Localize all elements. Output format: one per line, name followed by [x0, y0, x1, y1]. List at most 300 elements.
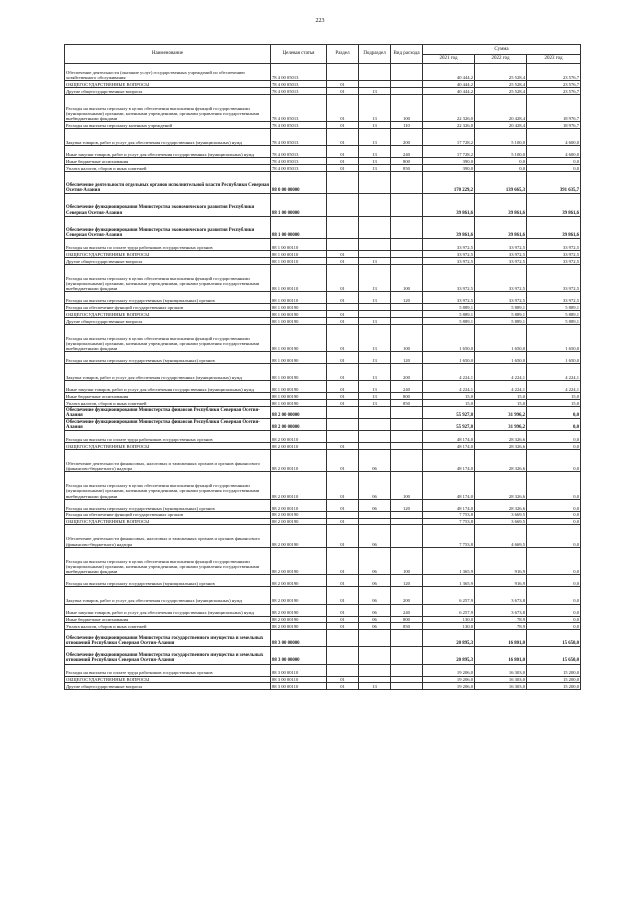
- header-sum: Сумма: [423, 45, 581, 55]
- cell-name: Расходы на выплаты по оплате труда работников государственных органов: [65, 664, 271, 676]
- table-row: [65, 257, 581, 264]
- cell-name: Расходы на выплаты персоналу в целях обеспечения выполнения функций государственными (муниципальными) органами, казенными учреждениями, органами управления государственными внебюджетными фондами: [65, 264, 271, 292]
- cell-2021: 39 861,6: [423, 216, 475, 238]
- cell-name: Расходы на выплаты персоналу государственных (муниципальных) органов: [65, 499, 271, 511]
- cell-2023: 23 576,7: [527, 81, 581, 88]
- table-row: [65, 94, 581, 122]
- cell-expense-type: [391, 311, 423, 318]
- cell-2023: 4 224,1: [527, 364, 581, 381]
- cell-target: 78 4 00 05013: [271, 158, 327, 165]
- cell-section: [327, 64, 359, 81]
- cell-section: 01: [327, 393, 359, 400]
- cell-2021: 20 895,3: [423, 630, 475, 647]
- cell-subsection: 13: [359, 94, 391, 122]
- cell-target: 88 2 00 00000: [271, 419, 327, 431]
- cell-target: 78 4 00 05013: [271, 165, 327, 172]
- cell-2021: 22 326,0: [423, 94, 475, 122]
- cell-2022: 916,9: [475, 575, 527, 587]
- cell-2023: 15,0: [527, 393, 581, 400]
- cell-2021: 22 326,0: [423, 122, 475, 129]
- cell-target: 88 1 00 00190: [271, 352, 327, 364]
- table-row: [65, 216, 581, 238]
- cell-2022: 3 669,5: [475, 518, 527, 525]
- cell-name: Обеспечение деятельности финансовых, налоговых и таможенных органов и органов финансового (финансово-бюджетного) надзора: [65, 449, 271, 471]
- cell-section: 01: [327, 518, 359, 525]
- cell-expense-type: 100: [391, 264, 423, 292]
- cell-section: 01: [327, 87, 359, 94]
- cell-2022: 28 326,6: [475, 443, 527, 450]
- cell-target: 88 2 00 00190: [271, 587, 327, 604]
- cell-2023: 391 635,7: [527, 171, 581, 193]
- cell-2022: 25 528,4: [475, 81, 527, 88]
- table-row: [65, 364, 581, 381]
- cell-subsection: 06: [359, 623, 391, 630]
- cell-section: [327, 304, 359, 311]
- cell-2022: 33 972,5: [475, 264, 527, 292]
- cell-2022: 4 224,1: [475, 364, 527, 381]
- cell-subsection: 13: [359, 87, 391, 94]
- cell-2023: 0,0: [527, 449, 581, 471]
- cell-target: 88 1 00 00190: [271, 324, 327, 352]
- cell-2021: 33 972,5: [423, 239, 475, 251]
- table-row: [65, 499, 581, 511]
- budget-table: [64, 44, 581, 690]
- cell-expense-type: 110: [391, 122, 423, 129]
- cell-section: 01: [327, 352, 359, 364]
- cell-2023: 15 650,0: [527, 630, 581, 647]
- cell-2023: 0,0: [527, 587, 581, 604]
- cell-expense-type: [391, 81, 423, 88]
- cell-2022: 31 996,2: [475, 419, 527, 431]
- cell-expense-type: 120: [391, 352, 423, 364]
- cell-expense-type: 800: [391, 616, 423, 623]
- cell-section: [327, 431, 359, 443]
- cell-2021: 6 257,9: [423, 587, 475, 604]
- cell-name: Другие общегосударственные вопросы: [65, 257, 271, 264]
- cell-subsection: [359, 304, 391, 311]
- cell-section: 01: [327, 443, 359, 450]
- cell-2021: 1 365,9: [423, 575, 475, 587]
- table-row: [65, 311, 581, 318]
- cell-section: 01: [327, 604, 359, 616]
- cell-target: 88 1 00 00190: [271, 364, 327, 381]
- cell-2022: 78,9: [475, 616, 527, 623]
- cell-section: 01: [327, 324, 359, 352]
- cell-expense-type: [391, 630, 423, 647]
- cell-section: [327, 194, 359, 216]
- cell-subsection: [359, 630, 391, 647]
- cell-2023: 15 650,0: [527, 647, 581, 664]
- cell-2021: 6 257,9: [423, 604, 475, 616]
- cell-subsection: 13: [359, 381, 391, 393]
- cell-2021: 1 365,9: [423, 547, 475, 575]
- cell-target: 88 3 00 00000: [271, 647, 327, 664]
- cell-expense-type: [391, 676, 423, 683]
- table-row: [65, 525, 581, 547]
- cell-2023: 0,0: [527, 472, 581, 500]
- header-expense-type: Вид расхода: [391, 45, 423, 64]
- cell-name: Уплата налогов, сборов и иных платежей: [65, 400, 271, 407]
- table-row: [65, 604, 581, 616]
- header-year-2022: 2022 год: [475, 54, 527, 64]
- cell-name: Иные бюджетные ассигнования: [65, 393, 271, 400]
- cell-expense-type: 850: [391, 623, 423, 630]
- cell-target: 78 4 00 05013: [271, 64, 327, 81]
- cell-2023: 33 972,5: [527, 251, 581, 258]
- table-row: [65, 381, 581, 393]
- cell-target: 88 2 00 00110: [271, 443, 327, 450]
- cell-target: 88 2 00 00190: [271, 547, 327, 575]
- cell-expense-type: 850: [391, 165, 423, 172]
- cell-section: [327, 419, 359, 431]
- cell-expense-type: [391, 525, 423, 547]
- cell-section: [327, 630, 359, 647]
- table-row: [65, 122, 581, 129]
- cell-2022: 5 100,0: [475, 146, 527, 158]
- cell-subsection: [359, 511, 391, 518]
- cell-2022: 5 100,0: [475, 129, 527, 146]
- cell-target: 78 4 00 05013: [271, 81, 327, 88]
- cell-2022: 0,0: [475, 165, 527, 172]
- cell-subsection: [359, 64, 391, 81]
- cell-expense-type: [391, 251, 423, 258]
- cell-subsection: 13: [359, 352, 391, 364]
- cell-name: Иные бюджетные ассигнования: [65, 616, 271, 623]
- table-row: [65, 393, 581, 400]
- cell-target: 88 2 00 00190: [271, 511, 327, 518]
- cell-subsection: [359, 676, 391, 683]
- cell-target: 88 3 00 00110: [271, 664, 327, 676]
- cell-expense-type: [391, 431, 423, 443]
- cell-2022: 31 996,2: [475, 407, 527, 419]
- cell-section: 01: [327, 616, 359, 623]
- cell-2021: 48 174,0: [423, 472, 475, 500]
- cell-2021: 7 753,8: [423, 525, 475, 547]
- cell-section: 01: [327, 623, 359, 630]
- cell-target: 88 0 00 00000: [271, 171, 327, 193]
- cell-target: 88 3 00 00110: [271, 676, 327, 683]
- cell-target: 78 4 00 05013: [271, 122, 327, 129]
- cell-target: 88 1 00 00190: [271, 381, 327, 393]
- cell-subsection: [359, 431, 391, 443]
- cell-name: Расходы на обеспечение функций государственных органов: [65, 511, 271, 518]
- cell-section: 01: [327, 129, 359, 146]
- table-row: [65, 676, 581, 683]
- cell-expense-type: [391, 317, 423, 324]
- cell-subsection: 13: [359, 364, 391, 381]
- cell-section: 01: [327, 587, 359, 604]
- cell-subsection: [359, 443, 391, 450]
- cell-2023: 5 889,1: [527, 304, 581, 311]
- cell-subsection: [359, 239, 391, 251]
- table-row: [65, 664, 581, 676]
- cell-2021: 1 650,0: [423, 324, 475, 352]
- cell-2022: 39 861,6: [475, 194, 527, 216]
- cell-2021: 48 174,0: [423, 449, 475, 471]
- cell-name: Расходы на выплаты персоналу государственных (муниципальных) органов: [65, 575, 271, 587]
- cell-target: 88 1 00 00110: [271, 257, 327, 264]
- cell-target: 88 1 00 00190: [271, 393, 327, 400]
- header-section: Раздел: [327, 45, 359, 64]
- cell-2022: 916,9: [475, 547, 527, 575]
- cell-target: 88 1 00 00190: [271, 317, 327, 324]
- cell-target: 88 1 00 00190: [271, 311, 327, 318]
- cell-2023: 23 576,7: [527, 64, 581, 81]
- cell-2022: 16 303,0: [475, 683, 527, 690]
- cell-name: Расходы на выплаты персоналу в целях обеспечения выполнения функций государственными (муниципальными) органами, казенными учреждениями, органами управления государственными внебюджетными фондами: [65, 547, 271, 575]
- cell-target: 88 2 00 00190: [271, 518, 327, 525]
- table-row: [65, 129, 581, 146]
- cell-2021: 5 889,1: [423, 311, 475, 318]
- cell-expense-type: 120: [391, 499, 423, 511]
- cell-name: Расходы на выплаты персоналу в целях обеспечения выполнения функций государственными (муниципальными) органами, казенными учреждениями, органами управления государственными внебюджетными фондами: [65, 472, 271, 500]
- cell-name: ОБЩЕГОСУДАРСТВЕННЫЕ ВОПРОСЫ: [65, 676, 271, 683]
- cell-section: 01: [327, 146, 359, 158]
- cell-target: 88 1 00 00110: [271, 251, 327, 258]
- header-subsection: Подраздел: [359, 45, 391, 64]
- cell-2022: 20 428,4: [475, 94, 527, 122]
- table-row: [65, 431, 581, 443]
- cell-2023: 1 650,0: [527, 352, 581, 364]
- cell-2022: 5 889,1: [475, 317, 527, 324]
- cell-2022: 33 972,5: [475, 292, 527, 304]
- cell-2021: 55 927,8: [423, 407, 475, 419]
- cell-2023: 0,0: [527, 443, 581, 450]
- cell-target: 78 4 00 05013: [271, 87, 327, 94]
- cell-2022: 139 665,3: [475, 171, 527, 193]
- cell-expense-type: [391, 87, 423, 94]
- cell-2022: 4 224,1: [475, 381, 527, 393]
- cell-2021: 4 224,1: [423, 381, 475, 393]
- cell-2022: 28 326,6: [475, 499, 527, 511]
- page-number: 223: [315, 18, 325, 24]
- cell-name: Обеспечение деятельности (оказание услуг) государственных учреждений по обеспечению хозяйственного обслуживания: [65, 64, 271, 81]
- cell-2022: 5 889,1: [475, 311, 527, 318]
- cell-2023: 15 200,0: [527, 683, 581, 690]
- cell-section: 01: [327, 264, 359, 292]
- cell-2022: 33 972,5: [475, 257, 527, 264]
- cell-target: 88 2 00 00190: [271, 525, 327, 547]
- cell-expense-type: 120: [391, 292, 423, 304]
- cell-section: 01: [327, 547, 359, 575]
- cell-2023: 0,0: [527, 511, 581, 518]
- cell-subsection: [359, 518, 391, 525]
- cell-target: 88 1 00 00190: [271, 304, 327, 311]
- cell-2022: 16 801,0: [475, 647, 527, 664]
- cell-expense-type: [391, 239, 423, 251]
- cell-section: 01: [327, 311, 359, 318]
- cell-2021: 130,0: [423, 616, 475, 623]
- cell-2023: 0,0: [527, 575, 581, 587]
- cell-2023: 15 200,0: [527, 664, 581, 676]
- table-body: [65, 64, 581, 690]
- cell-section: 01: [327, 449, 359, 471]
- cell-2023: 0,0: [527, 419, 581, 431]
- table-row: [65, 317, 581, 324]
- table-row: [65, 87, 581, 94]
- cell-2021: 33 972,5: [423, 257, 475, 264]
- cell-target: 88 2 00 00190: [271, 623, 327, 630]
- table-row: [65, 158, 581, 165]
- cell-2022: 16 801,0: [475, 630, 527, 647]
- cell-section: [327, 171, 359, 193]
- cell-2022: 33 972,5: [475, 251, 527, 258]
- table-row: [65, 647, 581, 664]
- cell-expense-type: 100: [391, 472, 423, 500]
- table-row: [65, 352, 581, 364]
- cell-section: [327, 511, 359, 518]
- cell-subsection: 06: [359, 525, 391, 547]
- cell-expense-type: 100: [391, 547, 423, 575]
- cell-name: Обеспечение функционирования Министерства финансов Республики Северная Осетия-Алания: [65, 407, 271, 419]
- cell-2021: 19 206,0: [423, 676, 475, 683]
- cell-name: Расходы на выплаты по оплате труда работников государственных органов: [65, 431, 271, 443]
- cell-target: 78 4 00 05013: [271, 129, 327, 146]
- cell-subsection: [359, 419, 391, 431]
- cell-name: Обеспечение функционирования Министерства государственного имущества и земельных отношений Республики Северная Осетия-Алания: [65, 630, 271, 647]
- table-row: [65, 146, 581, 158]
- cell-2021: 19 206,0: [423, 664, 475, 676]
- table-row: [65, 304, 581, 311]
- cell-2021: 33 972,5: [423, 264, 475, 292]
- cell-target: 88 1 00 00110: [271, 292, 327, 304]
- cell-2021: 20 895,3: [423, 647, 475, 664]
- table-row: [65, 171, 581, 193]
- cell-2022: 3 673,8: [475, 604, 527, 616]
- cell-2023: 4 600,0: [527, 146, 581, 158]
- cell-name: Уплата налогов, сборов и иных платежей: [65, 623, 271, 630]
- cell-target: 88 3 00 00000: [271, 630, 327, 647]
- cell-subsection: 06: [359, 604, 391, 616]
- cell-target: 88 1 00 00190: [271, 400, 327, 407]
- cell-section: [327, 647, 359, 664]
- cell-2022: 16 303,0: [475, 676, 527, 683]
- header-year-2023: 2023 год: [527, 54, 581, 64]
- cell-subsection: 13: [359, 122, 391, 129]
- cell-target: 88 2 00 00190: [271, 616, 327, 623]
- cell-2021: 170 229,2: [423, 171, 475, 193]
- table-row: [65, 194, 581, 216]
- cell-name: Обеспечение функционирования Министерства экономического развития Республики Северная Осетия-Алания: [65, 194, 271, 216]
- cell-expense-type: [391, 171, 423, 193]
- cell-2023: 23 576,7: [527, 87, 581, 94]
- cell-target: 88 2 00 00190: [271, 575, 327, 587]
- cell-subsection: 06: [359, 472, 391, 500]
- cell-target: 88 1 00 00000: [271, 194, 327, 216]
- cell-section: 01: [327, 364, 359, 381]
- cell-section: 01: [327, 575, 359, 587]
- cell-name: Расходы на выплаты персоналу государственных (муниципальных) органов: [65, 292, 271, 304]
- cell-section: 01: [327, 81, 359, 88]
- cell-2022: 3 669,5: [475, 511, 527, 518]
- cell-2021: 33 972,5: [423, 251, 475, 258]
- cell-2023: 0,0: [527, 623, 581, 630]
- cell-2021: 48 174,0: [423, 431, 475, 443]
- cell-name: Иные бюджетные ассигнования: [65, 158, 271, 165]
- cell-section: 01: [327, 400, 359, 407]
- cell-subsection: [359, 664, 391, 676]
- cell-subsection: 13: [359, 257, 391, 264]
- cell-subsection: 13: [359, 317, 391, 324]
- cell-expense-type: [391, 407, 423, 419]
- cell-2023: 39 861,6: [527, 216, 581, 238]
- cell-2021: 39 861,6: [423, 194, 475, 216]
- cell-subsection: 06: [359, 616, 391, 623]
- cell-section: 01: [327, 257, 359, 264]
- cell-2021: 40 444,2: [423, 87, 475, 94]
- cell-2022: 25 528,4: [475, 64, 527, 81]
- cell-subsection: 13: [359, 158, 391, 165]
- table-row: [65, 449, 581, 471]
- cell-name: Расходы на выплаты по оплате труда работников государственных органов: [65, 239, 271, 251]
- cell-name: Уплата налогов, сборов и иных платежей: [65, 165, 271, 172]
- cell-name: ОБЩЕГОСУДАРСТВЕННЫЕ ВОПРОСЫ: [65, 81, 271, 88]
- cell-subsection: 13: [359, 393, 391, 400]
- table-row: [65, 518, 581, 525]
- cell-2021: 1 650,0: [423, 352, 475, 364]
- table-row: [65, 419, 581, 431]
- cell-2023: 0,0: [527, 604, 581, 616]
- cell-2021: 55 927,8: [423, 419, 475, 431]
- cell-2022: 1 650,0: [475, 324, 527, 352]
- cell-section: 01: [327, 122, 359, 129]
- cell-2023: 1 650,0: [527, 324, 581, 352]
- cell-subsection: 13: [359, 324, 391, 352]
- cell-target: 88 2 00 00000: [271, 407, 327, 419]
- cell-target: 88 2 00 00110: [271, 431, 327, 443]
- cell-section: 01: [327, 94, 359, 122]
- cell-2021: 7 753,8: [423, 518, 475, 525]
- cell-2022: 3 673,8: [475, 587, 527, 604]
- budget-table-container: [64, 44, 580, 690]
- cell-subsection: [359, 216, 391, 238]
- cell-2023: 4 600,0: [527, 129, 581, 146]
- cell-expense-type: 240: [391, 146, 423, 158]
- cell-2022: 15,0: [475, 400, 527, 407]
- cell-2023: 33 972,5: [527, 264, 581, 292]
- cell-2023: 33 972,5: [527, 239, 581, 251]
- table-row: [65, 64, 581, 81]
- cell-2023: 15 200,0: [527, 676, 581, 683]
- cell-2022: 16 303,0: [475, 664, 527, 676]
- cell-expense-type: [391, 683, 423, 690]
- cell-name: Расходы на выплаты персоналу в целях обеспечения выполнения функций государственными (муниципальными) органами, казенными учреждениями, органами управления государственными внебюджетными фондами: [65, 94, 271, 122]
- table-row: [65, 165, 581, 172]
- cell-subsection: 06: [359, 499, 391, 511]
- cell-2023: 33 972,5: [527, 292, 581, 304]
- cell-name: ОБЩЕГОСУДАРСТВЕННЫЕ ВОПРОСЫ: [65, 251, 271, 258]
- cell-expense-type: [391, 304, 423, 311]
- cell-name: ОБЩЕГОСУДАРСТВЕННЫЕ ВОПРОСЫ: [65, 311, 271, 318]
- cell-target: 88 1 00 00000: [271, 216, 327, 238]
- table-row: [65, 511, 581, 518]
- cell-subsection: 06: [359, 547, 391, 575]
- cell-2021: 5 889,1: [423, 317, 475, 324]
- cell-2021: 4 224,1: [423, 364, 475, 381]
- cell-2023: 0,0: [527, 518, 581, 525]
- table-row: [65, 81, 581, 88]
- cell-expense-type: 200: [391, 364, 423, 381]
- cell-expense-type: 850: [391, 400, 423, 407]
- table-row: [65, 575, 581, 587]
- cell-expense-type: [391, 419, 423, 431]
- cell-name: Обеспечение деятельности финансовых, налоговых и таможенных органов и органов финансового (финансово-бюджетного) надзора: [65, 525, 271, 547]
- cell-2021: 15,0: [423, 393, 475, 400]
- cell-expense-type: [391, 443, 423, 450]
- cell-target: 88 2 00 00110: [271, 499, 327, 511]
- cell-2021: 48 174,0: [423, 443, 475, 450]
- cell-name: Расходы на выплаты персоналу казенных учреждений: [65, 122, 271, 129]
